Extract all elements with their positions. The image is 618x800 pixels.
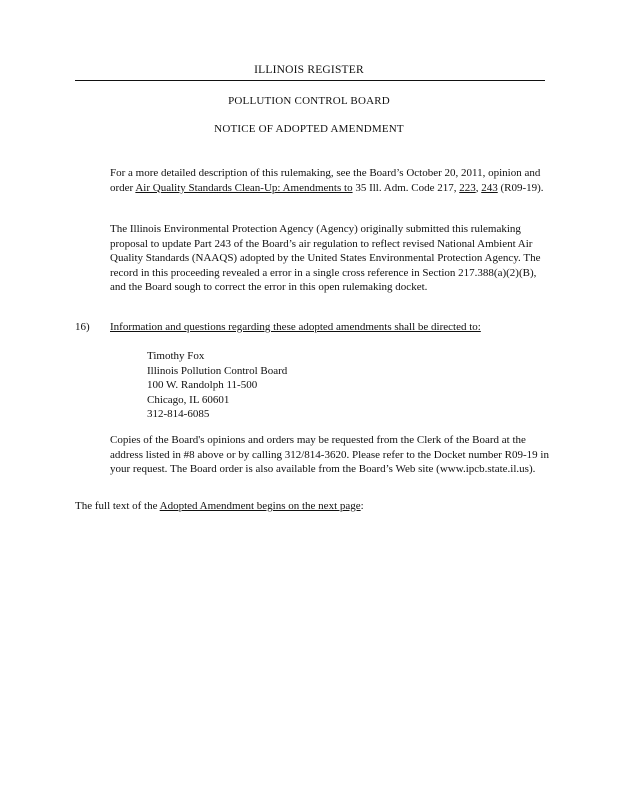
item-number: 16) xyxy=(75,321,90,333)
separator-text: , xyxy=(475,181,482,194)
full-text-lead: The full text of the xyxy=(75,500,160,512)
contact-city: Chicago, IL 60601 xyxy=(147,393,230,406)
contact-address xyxy=(147,349,287,422)
copies-paragraph: Copies of the Board's opinions and orders may be requested from the Clerk of the Board at the address listed in #8 above or by calling 312/814-3620. Please refer to the Docket number R09-19 in your request. The Board order is also available from the Board’s Web site (www.ipcb.state.il.us). xyxy=(110,434,549,476)
full-text-paragraph xyxy=(75,499,555,514)
part-243-link[interactable]: 243 xyxy=(481,181,498,194)
full-text-end: : xyxy=(360,500,364,512)
contact-org: Illinois Pollution Control Board xyxy=(147,364,288,377)
part-223-link[interactable]: 223 xyxy=(459,181,476,194)
contact-name: Timothy Fox xyxy=(147,350,205,362)
description-lead: For a more detailed description of this rulemaking, see the Board’s October 20, 2011, opinion and order xyxy=(110,167,541,194)
rulemaking-title-link[interactable]: Air Quality Standards Clean-Up: Amendments to xyxy=(135,181,353,194)
adopted-amendment-link[interactable]: Adopted Amendment begins on the next page xyxy=(159,500,361,512)
agency-paragraph: The Illinois Environmental Protection Agency (Agency) originally submitted this rulemaking proposal to update Part 243 of the Board’s air regulation to reflect revised National Ambient Air Quality Standards (NAAQS) adopted by the United States Environmental Protection Agency. The record in this proceeding revealed a error in a single cross reference in Section 217.388(a)(2)(B), and the Board sough to correct the error in this open rulemaking docket. xyxy=(110,223,541,294)
description-paragraph xyxy=(110,166,550,195)
item-heading: Information and questions regarding these adopted amendments shall be directed to: xyxy=(110,321,481,333)
register-header: ILLINOIS REGISTER xyxy=(254,64,364,76)
header-rule xyxy=(75,80,545,81)
description-tail: 35 Ill. Adm. Code 217, xyxy=(352,181,460,194)
description-end: (R09-19). xyxy=(497,181,544,194)
notice-title: NOTICE OF ADOPTED AMENDMENT xyxy=(214,123,404,135)
contact-street: 100 W. Randolph 11-500 xyxy=(147,379,258,392)
contact-phone: 312-814-6085 xyxy=(147,408,210,421)
board-title: POLLUTION CONTROL BOARD xyxy=(228,95,390,107)
